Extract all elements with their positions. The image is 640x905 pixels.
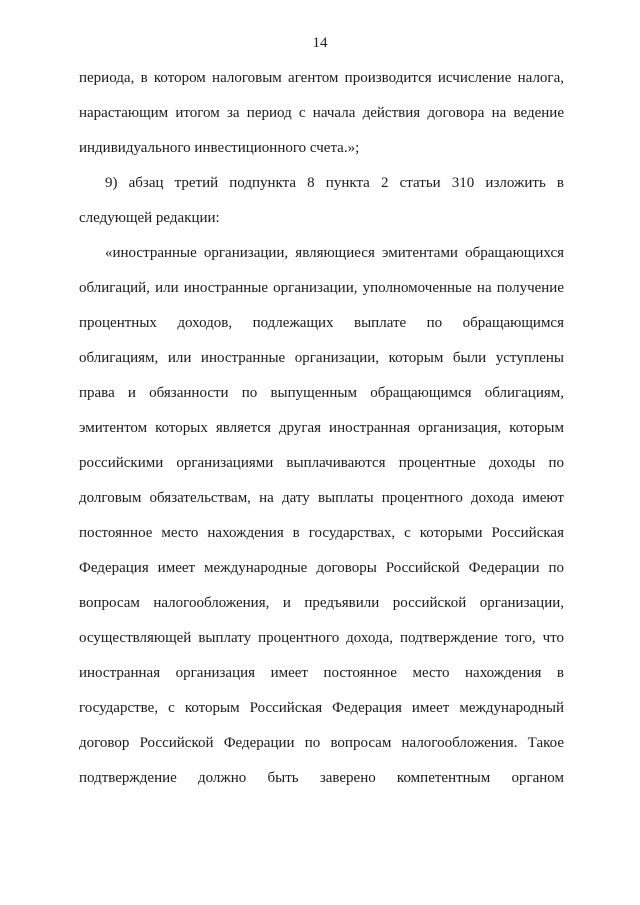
text-line: облигациям, или иностранные организации, которым были уступлены <box>79 350 564 366</box>
text-line: процентных доходов, подлежащих выплате по обращающимся <box>79 315 564 331</box>
text-line: нарастающим итогом за период с начала действия договора на ведение <box>79 105 564 121</box>
text-line: индивидуального инвестиционного счета.»; <box>79 140 360 156</box>
page-number: 14 <box>312 35 328 51</box>
text-line: подтверждение должно быть заверено компетентным органом <box>79 770 564 786</box>
text-line: следующей редакции: <box>79 210 220 226</box>
text-line: 9) абзац третий подпункта 8 пункта 2 статьи 310 изложить в <box>105 175 564 191</box>
text-line: периода, в котором налоговым агентом производится исчисление налога, <box>79 70 564 86</box>
text-line: договор Российской Федерации по вопросам налогообложения. Такое <box>79 735 564 751</box>
text-line: облигаций, или иностранные организации, уполномоченные на получение <box>79 280 564 296</box>
text-line: права и обязанности по выпущенным обращающимся облигациям, <box>79 385 564 401</box>
text-line: Федерация имеет международные договоры Российской Федерации по <box>79 560 564 576</box>
text-line: вопросам налогообложения, и предъявили российской организации, <box>79 595 564 611</box>
text-line: иностранная организация имеет постоянное место нахождения в <box>79 665 564 681</box>
text-line: российскими организациями выплачиваются процентные доходы по <box>79 455 564 471</box>
text-line: государстве, с которым Российская Федерация имеет международный <box>79 700 564 716</box>
text-line: «иностранные организации, являющиеся эмитентами обращающихся <box>105 245 564 261</box>
text-line: постоянное место нахождения в государствах, с которыми Российская <box>79 525 564 541</box>
text-line: долговым обязательствам, на дату выплаты процентного дохода имеют <box>79 490 564 506</box>
text-line: осуществляющей выплату процентного дохода, подтверждение того, что <box>79 630 564 646</box>
text-line: эмитентом которых является другая иностранная организация, которым <box>79 420 564 436</box>
